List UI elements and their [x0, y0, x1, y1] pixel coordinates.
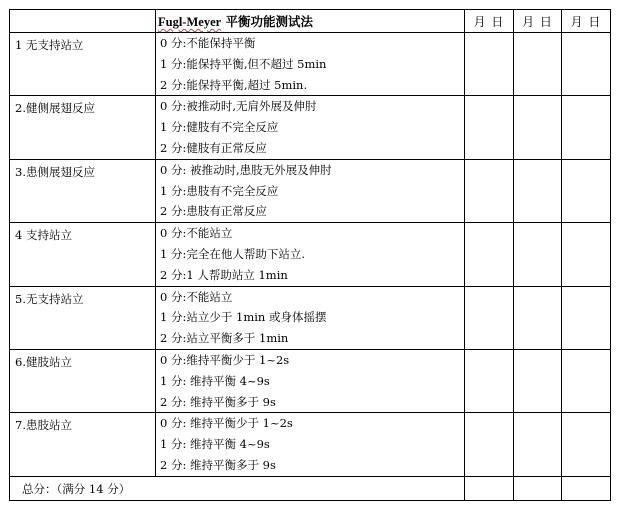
- item-name: 7.患肢站立: [10, 413, 156, 476]
- score-cell-date-3[interactable]: [562, 413, 611, 476]
- score-cell-date-2[interactable]: [514, 223, 562, 286]
- grade-1: 1 分:站立少于 1min 或身体摇摆: [160, 310, 327, 325]
- grade-2: 2 分:站立平衡多于 1min: [160, 331, 289, 346]
- item-name: 1 无支持站立: [10, 33, 156, 96]
- score-cell-date-3[interactable]: [562, 223, 611, 286]
- score-cell-date-3[interactable]: [562, 33, 611, 96]
- item-name: 3.患侧展翅反应: [10, 159, 156, 222]
- table-title-en: Fugl-Meyer: [158, 15, 222, 29]
- score-cell-date-1[interactable]: [465, 159, 514, 222]
- item-name: 4 支持站立: [10, 223, 156, 286]
- score-cell-date-1[interactable]: [465, 349, 514, 412]
- grade-list: [156, 413, 465, 476]
- score-cell-date-1[interactable]: [465, 413, 514, 476]
- grade-2: 2 分: 维持平衡多于 9s: [160, 457, 276, 472]
- total-cell-date-3[interactable]: [562, 476, 611, 500]
- grade-list: [156, 33, 465, 96]
- total-cell-date-1[interactable]: [465, 476, 514, 500]
- grade-list: [156, 223, 465, 286]
- item-row: [10, 286, 611, 349]
- item-name: 2.健侧展翅反应: [10, 96, 156, 159]
- item-name: 5.无支持站立: [10, 286, 156, 349]
- item-row: [10, 413, 611, 476]
- grade-0: 0 分:不能站立: [160, 226, 233, 241]
- date-header-3: 月 日: [562, 10, 611, 33]
- fugl-meyer-balance-table: [9, 9, 611, 501]
- header-blank-cell: [10, 10, 156, 33]
- score-cell-date-1[interactable]: [465, 286, 514, 349]
- date-header-1: 月 日: [465, 10, 514, 33]
- grade-1: 1 分:健肢有不完全反应: [160, 120, 279, 135]
- item-row: [10, 96, 611, 159]
- score-cell-date-3[interactable]: [562, 159, 611, 222]
- grade-1: 1 分:能保持平衡,但不超过 5min: [160, 56, 327, 71]
- item-row: [10, 159, 611, 222]
- score-cell-date-1[interactable]: [465, 33, 514, 96]
- score-cell-date-2[interactable]: [514, 96, 562, 159]
- grade-2: 2 分:患肢有正常反应: [160, 204, 267, 219]
- score-cell-date-2[interactable]: [514, 286, 562, 349]
- grade-0: 0 分:不能站立: [160, 289, 233, 304]
- grade-0: 0 分: 维持平衡少于 1~2s: [160, 416, 293, 431]
- total-cell-date-2[interactable]: [514, 476, 562, 500]
- grade-1: 1 分:完全在他人帮助下站立.: [160, 246, 306, 261]
- grade-1: 1 分:患肢有不完全反应: [160, 183, 279, 198]
- item-row: [10, 223, 611, 286]
- grade-list: [156, 286, 465, 349]
- grade-1: 1 分: 维持平衡 4~9s: [160, 373, 270, 388]
- grade-list: [156, 159, 465, 222]
- grade-2: 2 分:1 人帮助站立 1min: [160, 267, 288, 282]
- score-cell-date-2[interactable]: [514, 33, 562, 96]
- grade-0: 0 分:不能保持平衡: [160, 36, 256, 50]
- date-header-2: 月 日: [514, 10, 562, 33]
- score-cell-date-2[interactable]: [514, 349, 562, 412]
- score-cell-date-3[interactable]: [562, 286, 611, 349]
- grade-0: 0 分:被推动时,无肩外展及伸肘: [160, 99, 317, 114]
- grade-2: 2 分: 维持平衡多于 9s: [160, 394, 276, 409]
- item-row: [10, 33, 611, 96]
- grade-list: [156, 96, 465, 159]
- score-cell-date-3[interactable]: [562, 96, 611, 159]
- item-row: [10, 349, 611, 412]
- table-title: [156, 10, 465, 33]
- score-cell-date-3[interactable]: [562, 349, 611, 412]
- grade-1: 1 分: 维持平衡 4~9s: [160, 437, 270, 452]
- grade-2: 2 分:能保持平衡,超过 5min.: [160, 77, 308, 92]
- score-cell-date-1[interactable]: [465, 223, 514, 286]
- item-name: 6.健肢站立: [10, 349, 156, 412]
- table-title-zh: 平衡功能测试法: [221, 14, 314, 29]
- score-cell-date-2[interactable]: [514, 413, 562, 476]
- grade-list: [156, 349, 465, 412]
- score-cell-date-1[interactable]: [465, 96, 514, 159]
- score-cell-date-2[interactable]: [514, 159, 562, 222]
- total-score-label: 总分：（满分 14 分）: [10, 476, 465, 500]
- grade-0: 0 分: 被推动时,患肢无外展及伸肘: [160, 162, 332, 177]
- grade-2: 2 分:健肢有正常反应: [160, 140, 267, 155]
- total-row: [10, 476, 611, 500]
- header-row: [10, 10, 611, 33]
- grade-0: 0 分:维持平衡少于 1~2s: [160, 352, 290, 367]
